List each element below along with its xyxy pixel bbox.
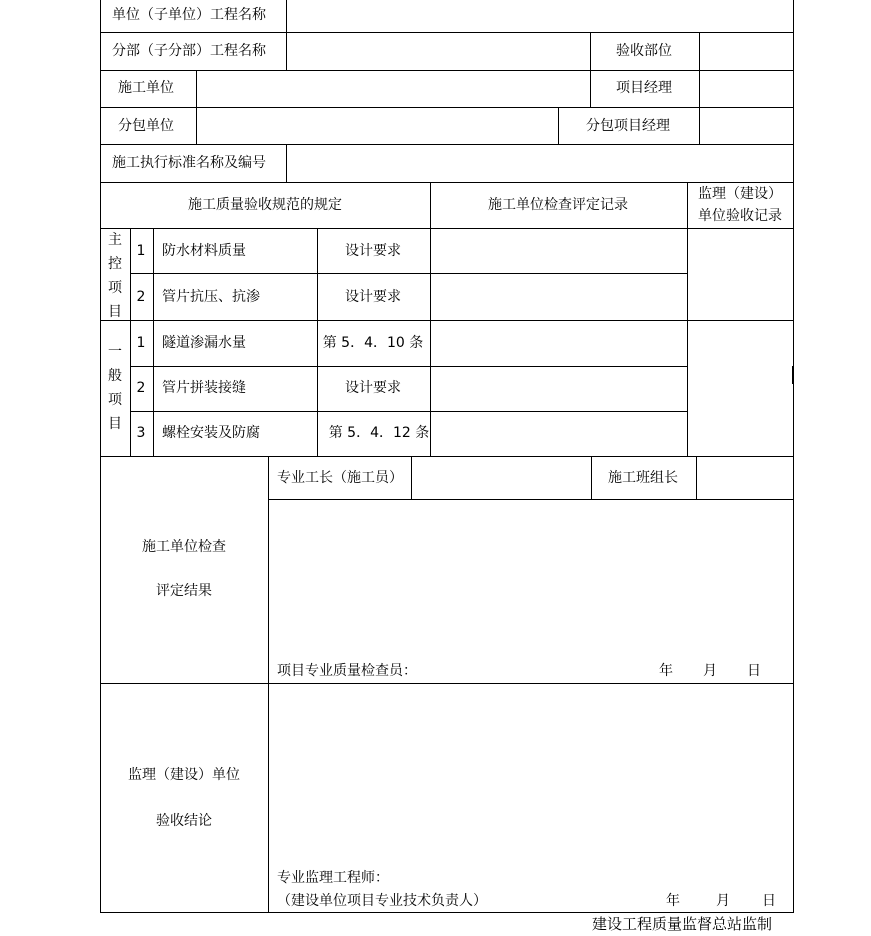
line <box>130 273 688 274</box>
line <box>317 228 318 456</box>
supervision-column-header-line2: 单位验收记录 <box>698 208 782 224</box>
line <box>100 182 794 183</box>
item-name: 螺栓安装及防腐 <box>162 425 260 441</box>
foreman-label: 专业工长（施工员） <box>277 470 403 486</box>
item-name: 防水材料质量 <box>162 243 246 259</box>
line <box>196 107 197 144</box>
supervision-column-header-line1: 监理（建设） <box>698 186 782 202</box>
result-year: 年 <box>659 663 673 679</box>
line <box>696 456 697 499</box>
line <box>153 228 154 456</box>
tech-lead-label: （建设单位项目专业技术负责人） <box>277 893 487 909</box>
result-month: 月 <box>703 663 717 679</box>
sub-project-name-label: 分部（子分部）工程名称 <box>112 43 266 59</box>
requirement: 第 5．4．12 条 <box>328 425 430 441</box>
line <box>100 683 794 684</box>
line <box>286 144 287 182</box>
line <box>100 107 794 108</box>
line <box>687 182 688 456</box>
line <box>286 0 287 32</box>
general-items-label: 一般项目 <box>108 344 122 432</box>
spec-column-header: 施工质量验收规范的规定 <box>188 197 342 213</box>
result-label-line2: 评定结果 <box>156 583 212 599</box>
line <box>590 32 591 70</box>
line <box>130 411 688 412</box>
edge-mark <box>792 366 794 384</box>
row-number: 1 <box>136 335 146 351</box>
line <box>591 456 592 499</box>
conclusion-month: 月 <box>716 893 730 909</box>
line <box>100 320 794 321</box>
footer-issuer: 建设工程质量监督总站监制 <box>592 915 773 933</box>
line <box>286 32 287 70</box>
line <box>130 366 688 367</box>
main-items-label: 主控项目 <box>108 232 122 320</box>
inspection-column-header: 施工单位检查评定记录 <box>488 197 628 213</box>
standard-name-label: 施工执行标准名称及编号 <box>112 155 266 171</box>
line <box>100 912 794 913</box>
line <box>268 456 269 912</box>
row-number: 1 <box>136 243 146 259</box>
conclusion-label-line2: 验收结论 <box>156 813 212 829</box>
construction-unit-label: 施工单位 <box>118 80 174 96</box>
line <box>268 499 794 500</box>
row-number: 2 <box>136 380 146 396</box>
line <box>793 0 794 913</box>
conclusion-day: 日 <box>762 893 776 909</box>
team-leader-label: 施工班组长 <box>608 470 678 486</box>
conclusion-year: 年 <box>666 893 680 909</box>
line <box>196 70 197 107</box>
line <box>558 107 559 144</box>
row-number: 2 <box>136 289 146 305</box>
line <box>699 70 700 107</box>
unit-project-name-label: 单位（子单位）工程名称 <box>112 7 266 23</box>
requirement: 第 5．4．10 条 <box>322 335 424 351</box>
line <box>100 70 794 71</box>
supervising-engineer-label: 专业监理工程师： <box>277 870 389 886</box>
inspector-label: 项目专业质量检查员： <box>277 663 417 679</box>
requirement: 设计要求 <box>345 289 401 305</box>
line <box>699 32 700 70</box>
row-number: 3 <box>136 425 146 441</box>
line <box>100 456 794 457</box>
subcontract-manager-label: 分包项目经理 <box>586 118 670 134</box>
acceptance-part-label: 验收部位 <box>616 43 672 59</box>
item-name: 管片拼装接缝 <box>162 380 246 396</box>
conclusion-label-line1: 监理（建设）单位 <box>128 767 240 783</box>
line <box>590 70 591 107</box>
line <box>100 228 794 229</box>
result-label-line1: 施工单位检查 <box>142 539 226 555</box>
line <box>430 182 431 456</box>
line <box>100 144 794 145</box>
project-manager-label: 项目经理 <box>616 80 672 96</box>
line <box>100 0 101 913</box>
line <box>130 228 131 456</box>
line <box>699 107 700 144</box>
requirement: 设计要求 <box>345 380 401 396</box>
requirement: 设计要求 <box>345 243 401 259</box>
line <box>100 32 794 33</box>
result-day: 日 <box>747 663 761 679</box>
subcontract-unit-label: 分包单位 <box>118 118 174 134</box>
line <box>411 456 412 499</box>
item-name: 管片抗压、抗渗 <box>162 289 260 305</box>
item-name: 隧道渗漏水量 <box>162 335 246 351</box>
